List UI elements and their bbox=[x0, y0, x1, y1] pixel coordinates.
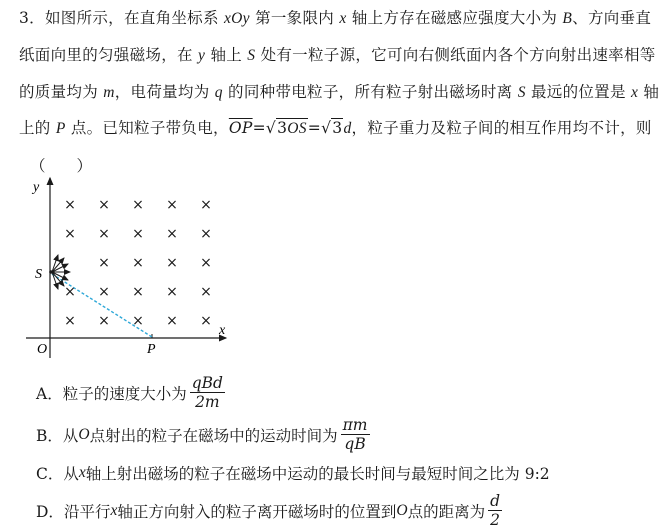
option-b[interactable]: B． 从 O 点射出的粒子在磁场中的运动时间为 $\frac{\pi m}{qB}$ bbox=[36, 416, 368, 453]
question-line-4: 上的 P 点。已知粒子带负电，$\overline{OP}=√3OS=√3d$，粒子重力及粒子间的相互作用均不计，则 bbox=[19, 119, 652, 137]
field-cross-symbol: × bbox=[200, 284, 212, 300]
field-cross-symbol: × bbox=[132, 284, 144, 300]
option-b-label: B． bbox=[36, 426, 63, 445]
field-cross-symbol: × bbox=[98, 226, 110, 242]
question-line-2: 纸面向里的匀强磁场，在 y 轴上 S 处有一粒子源，它可向右侧纸面内各个方向射出速率相等 bbox=[19, 46, 656, 64]
option-c[interactable]: C． 从 x 轴上射出磁场的粒子在磁场中运动的最长时间与最短时间之比为 9:2 bbox=[36, 464, 550, 483]
option-b-fraction: $\frac{\pi m}{qB}$ bbox=[342, 416, 368, 453]
field-cross-symbol: × bbox=[166, 255, 178, 271]
option-d[interactable]: D． 沿平行 x 轴正方向射入的粒子离开磁场时的位置到 O 点的距离为 $\frac{d}{2}$ bbox=[36, 492, 501, 529]
field-cross-symbol: × bbox=[132, 255, 144, 271]
option-d-label: D． bbox=[36, 502, 64, 521]
option-c-label: C． bbox=[36, 465, 64, 483]
point-p-label: P bbox=[147, 342, 156, 357]
field-cross-symbol: × bbox=[200, 313, 212, 329]
option-a[interactable]: A． 粒子的速度大小为 $\frac{\text{qBd}}{2m}$ bbox=[36, 374, 223, 411]
vector-op: $\overline{OP}$ bbox=[228, 119, 253, 137]
field-cross-symbol: × bbox=[64, 197, 76, 213]
field-cross-symbol: × bbox=[132, 226, 144, 242]
field-cross-symbol: × bbox=[132, 197, 144, 213]
field-cross-symbol: × bbox=[166, 284, 178, 300]
question-line-1: 3．如图所示，在直角坐标系 xOy 第一象限内 x 轴上方存在磁感应强度大小为 B、方向垂直 bbox=[19, 9, 652, 27]
origin-label: O bbox=[37, 342, 48, 357]
question-line-3: 的质量均为 m，电荷量均为 q 的同种带电粒子，所有粒子射出磁场时离 S 最远的位置是 x 轴 bbox=[19, 83, 660, 101]
field-cross-symbol: × bbox=[200, 255, 212, 271]
field-cross-symbol: × bbox=[200, 226, 212, 242]
sqrt-3os: √3OS bbox=[265, 119, 307, 137]
field-cross-symbol: × bbox=[166, 313, 178, 329]
field-cross-symbol: × bbox=[98, 313, 110, 329]
sqrt-3: √3 bbox=[321, 119, 343, 137]
field-cross-symbol: × bbox=[64, 313, 76, 329]
field-cross-symbol: × bbox=[64, 284, 76, 300]
field-cross-symbol: × bbox=[64, 226, 76, 242]
option-d-fraction: $\frac{d}{2}$ bbox=[490, 492, 501, 529]
field-cross-symbol: × bbox=[200, 197, 212, 213]
magnetic-field-figure bbox=[18, 172, 238, 364]
magnetic-field-grid bbox=[64, 197, 212, 329]
field-cross-symbol: × bbox=[132, 313, 144, 329]
field-cross-symbol: × bbox=[166, 197, 178, 213]
x-axis-label: x bbox=[219, 323, 226, 338]
field-cross-symbol: × bbox=[166, 226, 178, 242]
field-cross-symbol: × bbox=[98, 255, 110, 271]
point-s-dot bbox=[49, 270, 53, 274]
field-cross-symbol: × bbox=[98, 197, 110, 213]
question-number: 3． bbox=[19, 9, 45, 27]
y-axis-label: y bbox=[33, 180, 40, 195]
option-a-fraction: $\frac{\text{qBd}}{2m}$ bbox=[191, 374, 223, 411]
point-s-label: S bbox=[35, 267, 42, 282]
option-a-label: A． bbox=[36, 384, 63, 403]
field-cross-symbol: × bbox=[98, 284, 110, 300]
answer-blank: （ ） bbox=[30, 157, 93, 175]
